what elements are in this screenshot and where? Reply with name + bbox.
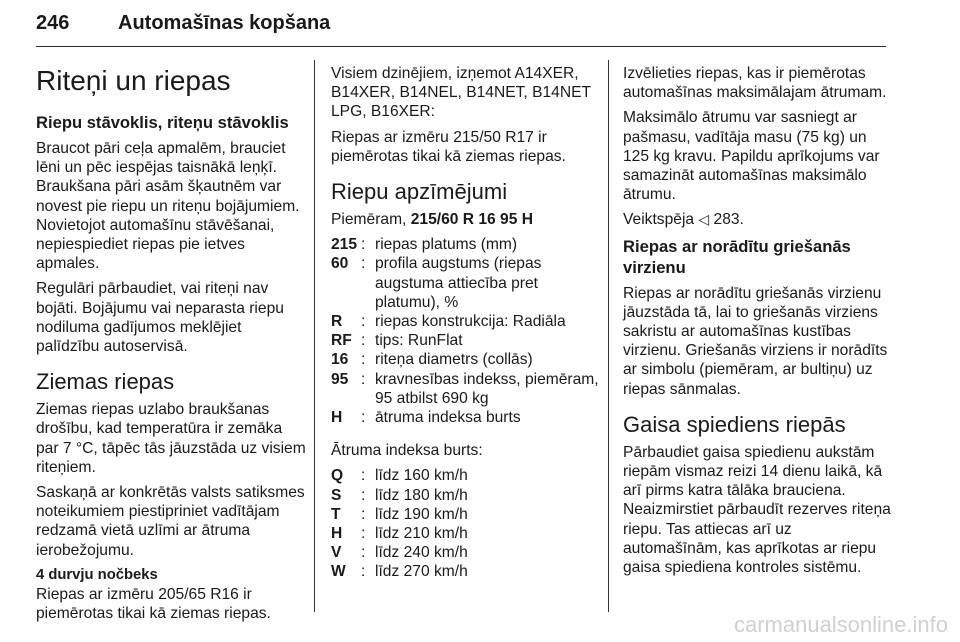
paragraph-check-pressure: Pārbaudiet gaisa spiedienu aukstām riepām vismaz reizi 14 dienu laikā, kā arī pirms katra tālāka brauciena. Neaizmirstiet pārbaudīt rezerves riteņa riepu. Tas attiecas arī uz automašīnām, kas aprīkotas ar riepu gaisa spiediena kontroles sistēmu. <box>623 443 891 577</box>
list-item: RF : tips: RunFlat <box>331 332 463 350</box>
section-heading-wheels-tyres: Riteņi un riepas <box>36 65 231 96</box>
paragraph-speed-intro: Ātruma indeksa burts: <box>331 442 483 460</box>
section-heading-winter-tyres: Ziemas riepas <box>36 369 175 395</box>
example-label: Piemēram, <box>331 211 411 229</box>
page-reference-arrow-icon: ◁ <box>698 211 710 228</box>
subheading-4-door: 4 durvju nočbeks <box>36 566 158 583</box>
paragraph-max-speed: Maksimālo ātrumu var sasniegt ar pašmasu, vadītāja masu (75 kg) un 125 kg kravu. Papildu aprīkojums var samazināt automašīnas maksimālo ātrumu. <box>623 109 880 204</box>
page-header <box>36 12 886 42</box>
column-1 <box>36 64 308 629</box>
list-item: V : līdz 240 km/h <box>331 544 468 562</box>
speed-index-list <box>331 466 601 581</box>
column-divider-1 <box>314 60 315 612</box>
paragraph-example <box>331 210 601 229</box>
section-heading-tyre-designations: Riepu apzīmējumi <box>331 179 508 205</box>
section-heading-tyre-pressure: Gaisa spiediens riepās <box>623 411 846 437</box>
paragraph-directional: Riepas ar norādītu griešanās virzienu jāuzstāda tā, lai to griešanās virziens sakristu ar automašīnas kustības virzienu. Griešanās virziens ir norādīts ar simbolu (piemēram, ar bultiņu) uz riepas sānmalas. <box>623 284 888 398</box>
list-item: Q : līdz 160 km/h <box>331 467 468 485</box>
list-item: 95 : kravnesības indekss, piemēram, 95 atbilst 690 kg <box>331 370 599 407</box>
column-divider-2 <box>608 60 609 612</box>
paragraph-performance-ref: Veiktspēja ◁ 283. <box>623 211 744 229</box>
paragraph-curbs: Braucot pāri ceļa apmalēm, brauciet lēni un pēc iespējas taisnākā leņķī. Braukšana pāri asām šķautnēm var novest pie riepu un riteņu bojājumiem. Novietojot automašīnu stāvēšanai, nepiespiediet riepas pie ietves apmales. <box>36 140 300 273</box>
paragraph-check-damage: Regulāri pārbaudiet, vai riteņi nav bojāti. Bojājumu vai neparasta riepu nodiluma gadījumos meklējiet palīdzību autoservisā. <box>36 280 284 356</box>
example-value: 215/60 R 16 95 H <box>410 211 533 229</box>
list-item: R : riepas konstrukcija: Radiāla <box>331 313 566 331</box>
paragraph-speed-sticker: Saskaņā ar konkrētās valsts satiksmes noteikumiem piestipriniet vadītājam redzamā vietā uzlīmi ar ātruma ierobežojumu. <box>36 484 305 559</box>
list-item: H : ātruma indeksa burts <box>331 409 521 427</box>
paragraph-215-50: Riepas ar izmēru 215/50 R17 ir piemērotas tikai kā ziemas riepas. <box>331 128 566 165</box>
list-item: 215 : riepas platums (mm) <box>331 236 518 254</box>
list-item: 60 : profila augstums (riepas augstuma attiecība pret platumu), % <box>331 255 542 311</box>
paragraph-winter-safety: Ziemas riepas uzlabo braukšanas drošību, kad temperatūra ir zemāka par 7 °C, tāpēc tās jāuzstāda uz visiem riteņiem. <box>36 401 306 476</box>
list-item: S : līdz 180 km/h <box>331 486 468 504</box>
list-item: 16 : riteņa diametrs (collās) <box>331 351 533 369</box>
list-item: T : līdz 190 km/h <box>331 505 468 523</box>
column-3 <box>623 64 893 583</box>
watermark: carmanualsonline.info <box>733 612 948 637</box>
paragraph-engines: Visiem dzinējiem, izņemot A14XER, B14XER, B14NEL, B14NET, B14NET LPG, B16XER: <box>331 65 591 121</box>
subheading-tyre-condition: Riepu stāvoklis, riteņu stāvoklis <box>36 113 289 132</box>
designation-list <box>331 235 601 427</box>
page-title: Automašīnas kopšana <box>118 12 331 34</box>
subheading-directional-tyres: Riepas ar norādītu griešanās virzienu <box>623 236 851 277</box>
header-rule <box>36 46 886 47</box>
paragraph-205-65: Riepas ar izmēru 205/65 R16 ir piemērotas tikai kā ziemas riepas. <box>36 586 271 623</box>
list-item: W : līdz 270 km/h <box>331 563 468 581</box>
paragraph-choose-tyres: Izvēlieties riepas, kas ir piemērotas automašīnas maksimālajam ātrumam. <box>623 65 887 102</box>
page-number: 246 <box>36 12 70 34</box>
column-2 <box>331 64 601 596</box>
list-item: H : līdz 210 km/h <box>331 525 468 543</box>
